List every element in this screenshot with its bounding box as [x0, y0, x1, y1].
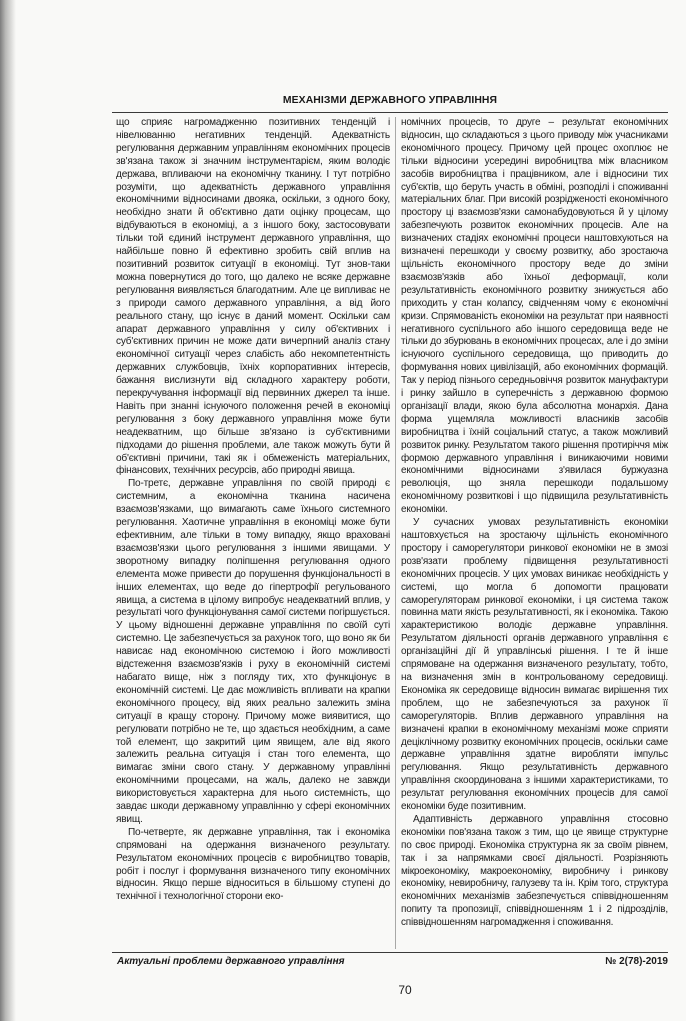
paragraph: номічних процесів, то друге – результат економічних відносин, що складаються з цього приводу між учасниками економічного процесу. Причому цей процес охоплює не тільки відносини усередині виробництва між власником засобів виробництва і працівником, але і відносини тих суб'єктів, що беруть участь в обміні, розподілі і споживанні матеріальних благ. При високій розрідженості економічного простору ці взаємозв'язки самонабудовуються й у цілому забезпечують розвиток економічних процесів. Але на визначених стадіях економічні процеси наштовхуються на визначені перешкоди у своєму розвитку, або зростаюча щільність економічного простору веде до зміни взаємозв'язків або їхньої деформації, коли результативність економічного розвитку знижується або приходить у стан колапсу, свідченням чому є економічні кризи. Спрямованість економіки на результат при наявності негативного суспільного або іншого середовища веде не тільки до збурювань в економічних процесах, але і до зміни існуючого суспільного середовища, що приводить до формування нових цивілізацій, або економічних формацій. Так у період пізнього середньовіччя розвиток мануфактури і ринку зайшло в суперечність з державною формою організації влади, якою була абсолютна монархія. Дана форма ущемляла можливості власників засобів виробництва і їхній соціальний статус, а також можливий розвиток ринку. Результатом такого рішення протиріччя між формою державного управління і виникаючими новими економічними відносинами з'явилася буржуазна революція, що зняла перешкоди подальшому економічному розвиткові і що підвищила результативність економіки.	[401, 117, 668, 516]
paragraph: Адаптивність державного управління стосовно економіки пов'язана також з тим, що це явище структурне по своє природі. Економіка структурна як за своїм рівнем, так і за напрямками своєї діяльності. Розрізняють мікроекономіку, макроекономіку, виробничу і ринкову економіку, невиробничу, галузеву та ін. Крім того, структура економічних механізмів забезпечується співвідношенням попиту та пропозиції, співвідношенням 1 і 2 підрозділів, співвідношенням нагромадження і споживання.	[401, 813, 668, 929]
column-divider	[395, 117, 396, 949]
text-column-left	[116, 117, 390, 949]
scan-binding-shadow	[0, 0, 16, 1021]
running-header-section-title: МЕХАНІЗМИ ДЕРЖАВНОГО УПРАВЛІННЯ	[282, 95, 498, 106]
paragraph: По-третє, державне управління по своїй природі є системним, а економічна тканина насичена взаємозв'язками, що вимагають саме їхнього системного регулювання. Хаотичне управління в економіці може бути ефективним, але тільки в тому випадку, якщо враховані взаємозв'язки цього регулювання з іншими явищами. У зворотному випадку поліпшення регулювання одного елемента може привести до порушення функціональності в інших елементах, що веде до гіпертрофії регульованого явища, а система в цілому випробує неадекватний вплив, у результаті чого функціонування самої системи погіршується. У цьому відношенні державне управління по своїй суті системно. Це забезпечується за рахунок того, що воно як би нависає над економічною системою і його можливості відстеження взаємозв'язків і руху в економічній системі набагато вище, ніж з погляду тих, хто функціонує в економічній системі. Це дає можливість впливати на крапки економічного процесу, від яких реально залежить зміна ситуації в кращу сторону. Причому може виявитися, що регулювати потрібно не те, що здається необхідним, а саме той елемент, що закритий цим явищем, але від якого залежить реальна ситуація і стан того елемента, що вимагає зміни свого стану. У державному управлінні економічними процесами, на жаль, далеко не завжди використовується характерна для нього системність, що завдає шкоди державному управлінню у сфері економічних явищ.	[116, 478, 390, 825]
paragraph: що сприяє нагромадженню позитивних тенденцій і нівелюванню негативних тенденцій. Адекватність регулювання державним управлінням економічних процесів зв'язана також зі значним інструментарієм, яким володіє держава, впливаючи на економічну тканину. І тут потрібно розуміти, що адекватність державного управління економічними відносинами двояка, оскільки, з одного боку, необхідно знати й об'єктивно дати оцінку процесам, що відбуваються в економіці, а з іншого боку, застосовувати тільки той єдиний інструмент державного управління, що найбільше повно й ефективно зробить свій вплив на позитивний розвиток ситуації в економіці. Тут знов-таки можна повернутися до того, що далеко не всяке державне регулювання виявляється благодатним. Але це випливає не з природи самого державного управління, а від його реального стану, що існує в даний момент. Оскільки сам апарат державного управління у силу об'єктивних і суб'єктивних причин не може дати вичерпний аналіз стану економічної ситуації через слабість або некомпетентність державних службовців, їхніх корпоративних інтересів, бажання вислизнути від складного характеру роботи, перекручування інформації від первинних джерел та інше. Навіть при знанні існуючого положення речей в економіці регулювання з боку державного управління може бути неадекватним, що більше зв'язано із суб'єктивними підходами до рішення проблеми, але також можуть бути й об'єктивні причини, такі як і обмеженість матеріальних, фінансових, технічних ресурсів, або природні явища.	[116, 117, 390, 477]
text-column-right	[401, 117, 668, 949]
paragraph: По-четверте, як державне управління, так і економіка спрямовані на одержання визначеного результату. Результатом економічних процесів є виробництво товарів, робіт і послуг і формування визначеного типу економічних відносин. Якщо перше відноситься в більшому ступені до технічної і технологічної сторони еко-	[116, 826, 390, 903]
page-number: 70	[398, 983, 412, 997]
footer-issue-number: № 2(78)-2019	[605, 956, 668, 967]
footer-rule	[112, 952, 668, 953]
footer-journal-title: Актуальні проблеми державного управління	[117, 956, 345, 967]
paragraph: У сучасних умовах результативність економіки наштовхується на зростаючу щільність економічного простору і саморегулятори ринкової економіки не в змозі розв'язати проблему підвищення результативності економічних процесів. У цих умовах виникає необхідність у системі, що могла б допомогти працювати саморегуляторам ринкової економіки, і ця система також повинна мати якість результативності, як і економіка. Такою характеристикою володіє державне управління. Результатом діяльності органів державного управління є організаційні дії й управлінські рішення. І те й інше спрямоване на одержання визначеного результату, тобто, на визначення змін в контрольованому середовищі. Економіка як середовище відносин вимагає вирішення тих проблем, що не забезпечуються за рахунок її саморегуляторів. Вплив державного управління на визначені крапки в економічному механізмі може сприяти деціклічному розвитку економічних процесів, оскільки саме державне управління здатне виробляти імпульс регулювання. Якщо результативність державного управління скоординована з іншими характеристиками, то результат регулювання економічних процесів для самої економіки буде позитивним.	[401, 517, 668, 813]
header-rule	[112, 112, 668, 113]
